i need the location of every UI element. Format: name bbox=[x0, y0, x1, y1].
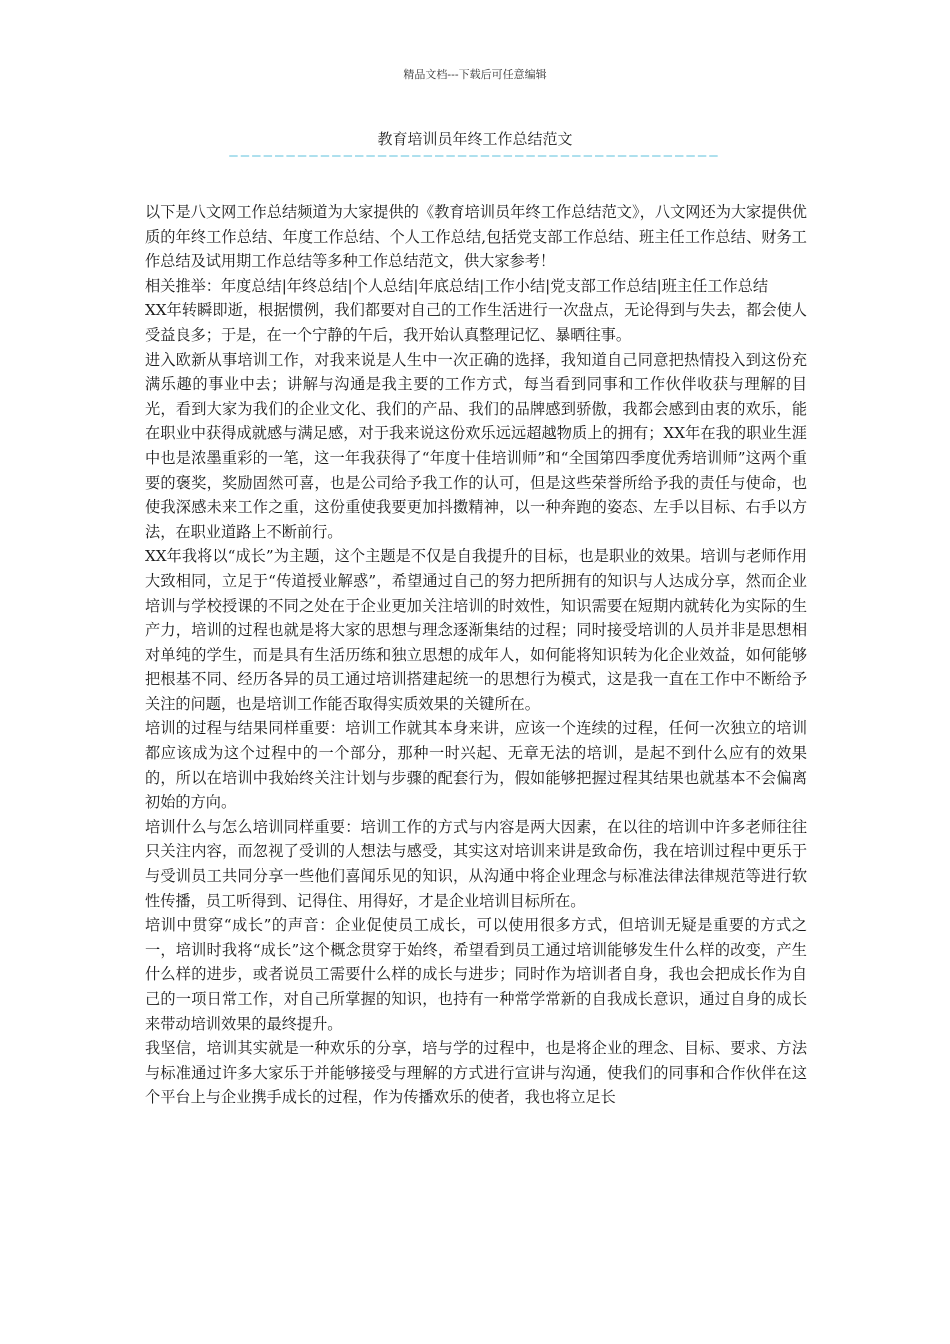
paragraph: 以下是八文网工作总结频道为大家提供的《教育培训员年终工作总结范文》，八文网还为大家提供优质的年终工作总结、年度工作总结、个人工作总结,包括党支部工作总结、班主任工作总结、财务工作总结及试用期工作总结等多种工作总结范文，供大家参考！ bbox=[145, 203, 807, 271]
document-body bbox=[145, 200, 807, 1110]
document-title: 教育培训员年终工作总结范文 bbox=[377, 130, 573, 148]
paragraph: 相关推举：年度总结|年终总结|个人总结|年底总结|工作小结|党支部工作总结|班主任工作总结 bbox=[145, 276, 769, 295]
paragraph: 进入欧新从事培训工作，对我来说是人生中一次正确的选择，我知道自己同意把热情投入到这份充满乐趣的事业中去；讲解与沟通是我主要的工作方式，每当看到同事和工作伙伴收获与理解的目光，看到大家为我们的企业文化、我们的产品、我们的品牌感到骄傲，我都会感到由衷的欢乐，能在职业中获得成就感与满足感，对于我来说这份欢乐远远超越物质上的拥有；XX年在我的职业生涯中也是浓墨重彩的一笔，这一年我获得了“年度十佳培训师”和“全国第四季度优秀培训师”这两个重要的褒奖，奖励固然可喜，也是公司给予我工作的认可，但是这些荣誉所给予我的责任与使命，也使我深感未来工作之重，这份重使我要更加抖擞精神，以一种奔跑的姿态、左手以目标、右手以方法，在职业道路上不断前行。 bbox=[145, 350, 807, 541]
paragraph: 我坚信，培训其实就是一种欢乐的分享，培与学的过程中，也是将企业的理念、目标、要求、方法与标准通过许多大家乐于并能够接受与理解的方式进行宣讲与沟通，使我们的同事和合作伙伴在这个平台上与企业携手成长的过程，作为传播欢乐的使者，我也将立足长 bbox=[145, 1039, 807, 1107]
paragraph: 培训中贯穿“成长”的声音：企业促使员工成长，可以使用很多方式，但培训无疑是重要的方式之一，培训时我将“成长”这个概念贯穿于始终，希望看到员工通过培训能够发生什么样的改变，产生什么样的进步，或者说员工需要什么样的成长与进步；同时作为培训者自身，我也会把成长作为自己的一项日常工作，对自己所掌握的知识，也持有一种常学常新的自我成长意识，通过自身的成长来带动培训效果的最终提升。 bbox=[145, 916, 807, 1033]
paragraph: 培训什么与怎么培训同样重要：培训工作的方式与内容是两大因素，在以往的培训中许多老师往往只关注内容，而忽视了受训的人想法与感受，其实这对培训来讲是致命伤，我在培训过程中更乐于与受训员工共同分享一些他们喜闻乐见的知识，从沟通中将企业理念与标准法律法律规范等进行软性传播，员工听得到、记得住、用得好，才是企业培训目标所在。 bbox=[145, 817, 807, 910]
paragraph: XX年我将以“成长”为主题，这个主题是不仅是自我提升的目标，也是职业的效果。培训与老师作用大致相同，立足于“传道授业解惑”，希望通过自己的努力把所拥有的知识与人达成分享，然而企业培训与学校授课的不同之处在于企业更加关注培训的时效性，知识需要在短期内就转化为实际的生产力，培训的过程也就是将大家的思想与理念逐渐集结的过程；同时接受培训的人员并非是思想相对单纯的学生，而是具有生活历练和独立思想的成年人，如何能将知识转为化企业效益，如何能够把根基不同、经历各异的员工通过培训搭建起统一的思想行为模式，这是我一直在工作中不断给予关注的问题，也是培训工作能否取得实质效果的关键所在。 bbox=[145, 547, 807, 713]
title-divider: ——————————————————————————————————————————— bbox=[229, 148, 721, 164]
paragraph: XX年转瞬即逝，根据惯例，我们都要对自己的工作生活进行一次盘点，无论得到与失去，都会使人受益良多；于是，在一个宁静的午后，我开始认真整理记忆、暴晒往事。 bbox=[145, 301, 807, 344]
paragraph: 培训的过程与结果同样重要：培训工作就其本身来讲，应该一个连续的过程，任何一次独立的培训都应该成为这个过程中的一个部分，那种一时兴起、无章无法的培训，是起不到什么应有的效果的，所以在培训中我始终关注计划与步骤的配套行为，假如能够把握过程其结果也就基本不会偏离初始的方向。 bbox=[145, 719, 807, 812]
page-header-note: 精品文档---下载后可任意编辑 bbox=[403, 68, 547, 81]
